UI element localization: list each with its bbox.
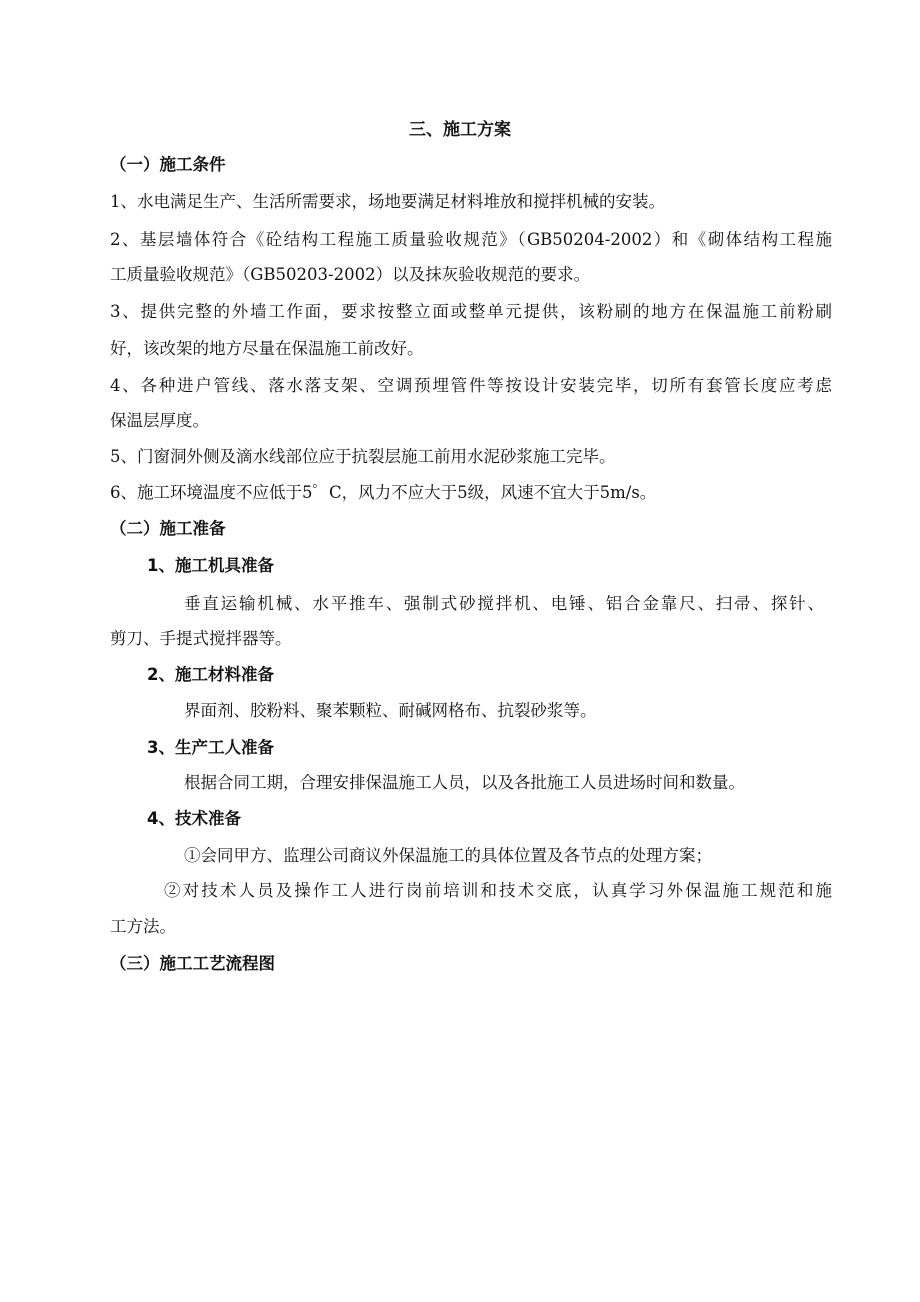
condition-item-3-line-2: 好，该改架的地方尽量在保温施工前改好。 xyxy=(110,339,424,358)
section-heading-conditions: （一）施工条件 xyxy=(110,155,226,174)
technical-line-2: ②对技术人员及操作工人进行岗前培训和技术交底，认真学习外保温施工规范和施 xyxy=(164,881,832,900)
technical-line-1: ①会同甲方、监理公司商议外保温施工的具体位置及各节点的处理方案； xyxy=(184,846,712,865)
condition-item-2-line-2: 工质量验收规范》（GB50203-2002）以及抹灰验收规范的要求。 xyxy=(110,265,591,284)
subheading-workers: 3、生产工人准备 xyxy=(147,738,274,757)
materials-text: 界面剂、胶粉料、聚苯颗粒、耐碱网格布、抗裂砂浆等。 xyxy=(184,701,597,720)
condition-item-6: 6、施工环境温度不应低于5゜C，风力不应大于5级，风速不宜大于5m/s。 xyxy=(110,483,657,502)
condition-item-3-line-1: 3、提供完整的外墙工作面，要求按整立面或整单元提供，该粉刷的地方在保温施工前粉刷 xyxy=(110,302,832,321)
tools-line-1: 垂直运输机械、水平推车、强制式砂搅拌机、电锤、铝合金靠尺、扫帚、探针、 xyxy=(184,594,824,613)
section-heading-preparation: （二）施工准备 xyxy=(110,519,226,538)
workers-text: 根据合同工期，合理安排保温施工人员，以及各批施工人员进场时间和数量。 xyxy=(184,773,745,792)
technical-line-3: 工方法。 xyxy=(110,917,176,936)
section-heading-process-flow: （三）施工工艺流程图 xyxy=(110,954,275,973)
tools-line-2: 剪刀、手提式搅拌器等。 xyxy=(110,629,292,648)
subheading-technical: 4、技术准备 xyxy=(147,809,241,828)
condition-item-1: 1、水电满足生产、生活所需要求，场地要满足材料堆放和搅拌机械的安装。 xyxy=(110,192,665,211)
subheading-materials: 2、施工材料准备 xyxy=(147,665,274,684)
condition-item-4-line-1: 4、各种进户管线、落水落支架、空调预埋管件等按设计安装完毕，切所有套管长度应考虑 xyxy=(110,376,832,395)
condition-item-5: 5、门窗洞外侧及滴水线部位应于抗裂层施工前用水泥砂浆施工完毕。 xyxy=(110,447,616,466)
page-title: 三、施工方案 xyxy=(409,120,511,140)
subheading-tools: 1、施工机具准备 xyxy=(147,556,274,575)
condition-item-2-line-1: 2、基层墙体符合《砼结构工程施工质量验收规范》（GB50204-2002）和《砌体结构工程施 xyxy=(110,230,832,249)
condition-item-4-line-2: 保温层厚度。 xyxy=(110,411,209,430)
